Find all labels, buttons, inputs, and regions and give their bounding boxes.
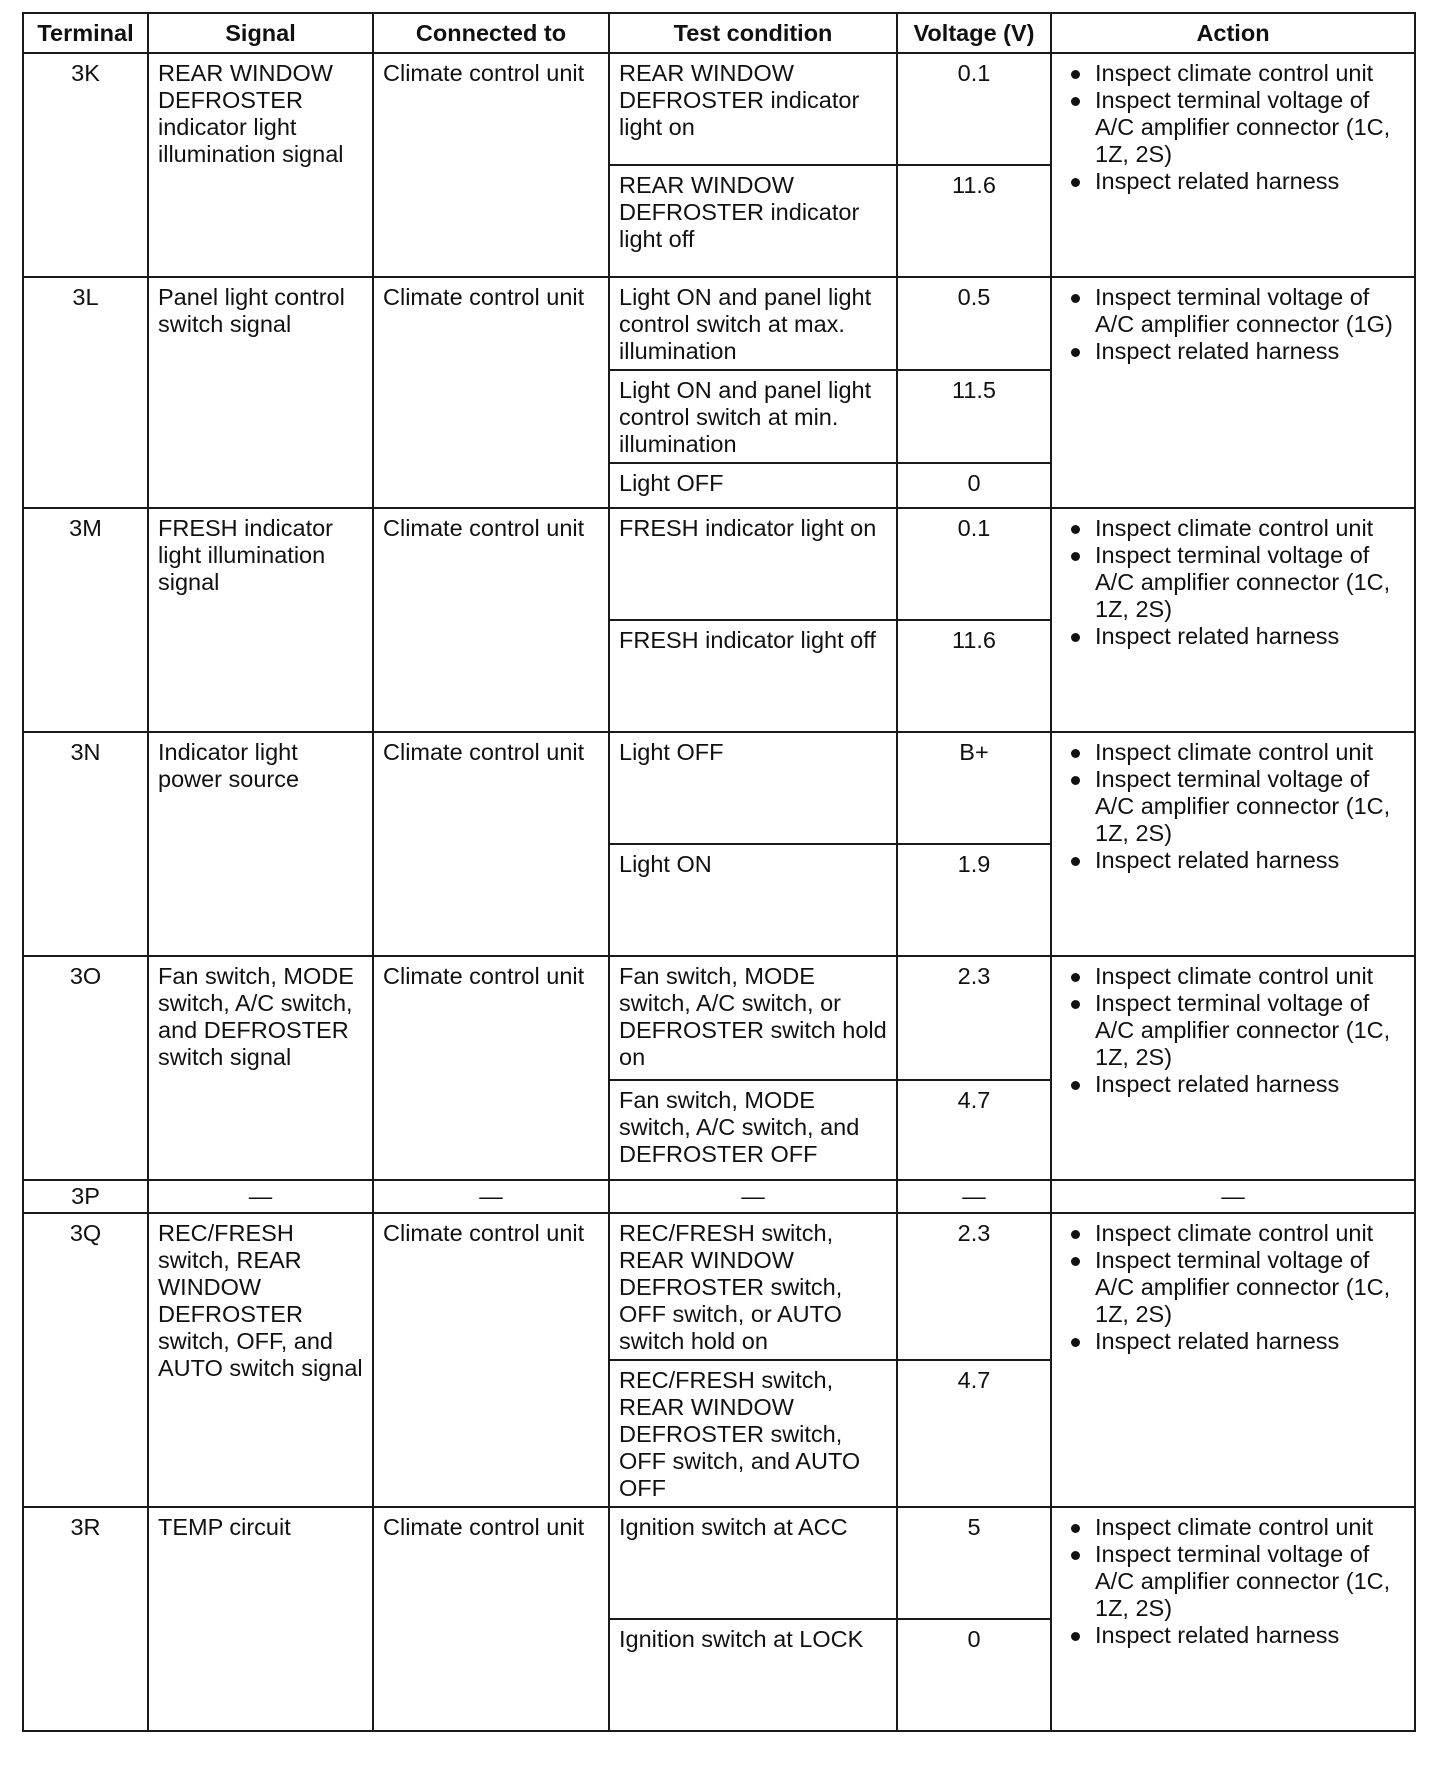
condition-cell: REAR WINDOW DEFROSTER indicator light off xyxy=(609,165,897,277)
voltage-cell: 2.3 xyxy=(897,1213,1051,1360)
action-item: Inspect related harness xyxy=(1061,1071,1405,1098)
action-cell xyxy=(1051,956,1415,1180)
signal-cell: Indicator light power source xyxy=(148,732,373,956)
condition-cell: — xyxy=(609,1180,897,1213)
voltage-cell: 11.6 xyxy=(897,620,1051,732)
voltage-cell: 0.1 xyxy=(897,53,1051,165)
table-row xyxy=(23,53,1415,165)
action-item: Inspect terminal voltage of A/C amplifier connector (1C, 1Z, 2S) xyxy=(1061,87,1405,168)
signal-cell: REC/FRESH switch, REAR WINDOW DEFROSTER switch, OFF, and AUTO switch signal xyxy=(148,1213,373,1507)
connected-to-cell: Climate control unit xyxy=(373,732,609,956)
voltage-cell: 1.9 xyxy=(897,844,1051,956)
connected-to-cell: Climate control unit xyxy=(373,53,609,277)
action-cell xyxy=(1051,1213,1415,1507)
table-row xyxy=(23,1180,1415,1213)
action-cell xyxy=(1051,277,1415,508)
action-list xyxy=(1061,1220,1405,1355)
voltage-cell: B+ xyxy=(897,732,1051,844)
condition-cell: Light OFF xyxy=(609,732,897,844)
voltage-cell: 2.3 xyxy=(897,956,1051,1080)
action-cell xyxy=(1051,53,1415,277)
action-item: Inspect terminal voltage of A/C amplifier connector (1C, 1Z, 2S) xyxy=(1061,1541,1405,1622)
table-row xyxy=(23,277,1415,370)
voltage-cell: 0.1 xyxy=(897,508,1051,620)
terminal-cell: 3O xyxy=(23,956,148,1180)
header-connected-to: Connected to xyxy=(373,13,609,53)
signal-cell: TEMP circuit xyxy=(148,1507,373,1731)
signal-cell: Panel light control switch signal xyxy=(148,277,373,508)
signal-cell: FRESH indicator light illumination signal xyxy=(148,508,373,732)
action-item: Inspect climate control unit xyxy=(1061,515,1405,542)
terminal-voltage-table xyxy=(22,12,1416,1732)
terminal-cell: 3K xyxy=(23,53,148,277)
terminal-cell: 3N xyxy=(23,732,148,956)
table-body xyxy=(23,53,1415,1731)
connected-to-cell: Climate control unit xyxy=(373,1507,609,1731)
terminal-cell: 3R xyxy=(23,1507,148,1731)
action-list xyxy=(1061,515,1405,650)
action-list xyxy=(1061,1514,1405,1649)
table-row xyxy=(23,956,1415,1080)
action-item: Inspect climate control unit xyxy=(1061,60,1405,87)
voltage-cell: 5 xyxy=(897,1507,1051,1619)
signal-cell: REAR WINDOW DEFROSTER indicator light illumination signal xyxy=(148,53,373,277)
table-row xyxy=(23,1507,1415,1619)
terminal-cell: 3M xyxy=(23,508,148,732)
table-row xyxy=(23,732,1415,844)
signal-cell: — xyxy=(148,1180,373,1213)
condition-cell: Light ON xyxy=(609,844,897,956)
condition-cell: Ignition switch at LOCK xyxy=(609,1619,897,1731)
terminal-cell: 3Q xyxy=(23,1213,148,1507)
action-list xyxy=(1061,284,1405,365)
header-voltage: Voltage (V) xyxy=(897,13,1051,53)
action-item: Inspect terminal voltage of A/C amplifier connector (1C, 1Z, 2S) xyxy=(1061,990,1405,1071)
header-test-condition: Test condition xyxy=(609,13,897,53)
voltage-cell: 0.5 xyxy=(897,277,1051,370)
action-item: Inspect climate control unit xyxy=(1061,1514,1405,1541)
action-item: Inspect climate control unit xyxy=(1061,1220,1405,1247)
voltage-cell: 0 xyxy=(897,1619,1051,1731)
condition-cell: REC/FRESH switch, REAR WINDOW DEFROSTER switch, OFF switch, and AUTO OFF xyxy=(609,1360,897,1507)
terminal-cell: 3L xyxy=(23,277,148,508)
action-cell: — xyxy=(1051,1180,1415,1213)
action-item: Inspect related harness xyxy=(1061,847,1405,874)
action-item: Inspect terminal voltage of A/C amplifier connector (1C, 1Z, 2S) xyxy=(1061,766,1405,847)
action-item: Inspect terminal voltage of A/C amplifier connector (1G) xyxy=(1061,284,1405,338)
action-item: Inspect climate control unit xyxy=(1061,963,1405,990)
connected-to-cell: Climate control unit xyxy=(373,956,609,1180)
condition-cell: Fan switch, MODE switch, A/C switch, and DEFROSTER OFF xyxy=(609,1080,897,1180)
table-row xyxy=(23,508,1415,620)
action-list xyxy=(1061,739,1405,874)
voltage-cell: 4.7 xyxy=(897,1080,1051,1180)
condition-cell: Light ON and panel light control switch at max. illumination xyxy=(609,277,897,370)
condition-cell: Ignition switch at ACC xyxy=(609,1507,897,1619)
action-item: Inspect terminal voltage of A/C amplifier connector (1C, 1Z, 2S) xyxy=(1061,1247,1405,1328)
connected-to-cell: — xyxy=(373,1180,609,1213)
voltage-cell: — xyxy=(897,1180,1051,1213)
action-cell xyxy=(1051,732,1415,956)
connected-to-cell: Climate control unit xyxy=(373,277,609,508)
condition-cell: REC/FRESH switch, REAR WINDOW DEFROSTER switch, OFF switch, or AUTO switch hold on xyxy=(609,1213,897,1360)
table-row xyxy=(23,1213,1415,1360)
header-terminal: Terminal xyxy=(23,13,148,53)
condition-cell: Light OFF xyxy=(609,463,897,508)
condition-cell: FRESH indicator light off xyxy=(609,620,897,732)
condition-cell: FRESH indicator light on xyxy=(609,508,897,620)
action-item: Inspect related harness xyxy=(1061,1328,1405,1355)
action-list xyxy=(1061,963,1405,1098)
action-item: Inspect terminal voltage of A/C amplifier connector (1C, 1Z, 2S) xyxy=(1061,542,1405,623)
voltage-cell: 4.7 xyxy=(897,1360,1051,1507)
action-item: Inspect related harness xyxy=(1061,1622,1405,1649)
condition-cell: Light ON and panel light control switch at min. illumination xyxy=(609,370,897,463)
voltage-cell: 11.5 xyxy=(897,370,1051,463)
document-page xyxy=(22,12,1414,1732)
header-signal: Signal xyxy=(148,13,373,53)
action-item: Inspect related harness xyxy=(1061,338,1405,365)
signal-cell: Fan switch, MODE switch, A/C switch, and DEFROSTER switch signal xyxy=(148,956,373,1180)
voltage-cell: 0 xyxy=(897,463,1051,508)
connected-to-cell: Climate control unit xyxy=(373,1213,609,1507)
condition-cell: Fan switch, MODE switch, A/C switch, or DEFROSTER switch hold on xyxy=(609,956,897,1080)
action-item: Inspect related harness xyxy=(1061,168,1405,195)
action-item: Inspect climate control unit xyxy=(1061,739,1405,766)
action-item: Inspect related harness xyxy=(1061,623,1405,650)
action-cell xyxy=(1051,1507,1415,1731)
table-header-row xyxy=(23,13,1415,53)
action-cell xyxy=(1051,508,1415,732)
action-list xyxy=(1061,60,1405,195)
header-action: Action xyxy=(1051,13,1415,53)
voltage-cell: 11.6 xyxy=(897,165,1051,277)
connected-to-cell: Climate control unit xyxy=(373,508,609,732)
terminal-cell: 3P xyxy=(23,1180,148,1213)
condition-cell: REAR WINDOW DEFROSTER indicator light on xyxy=(609,53,897,165)
